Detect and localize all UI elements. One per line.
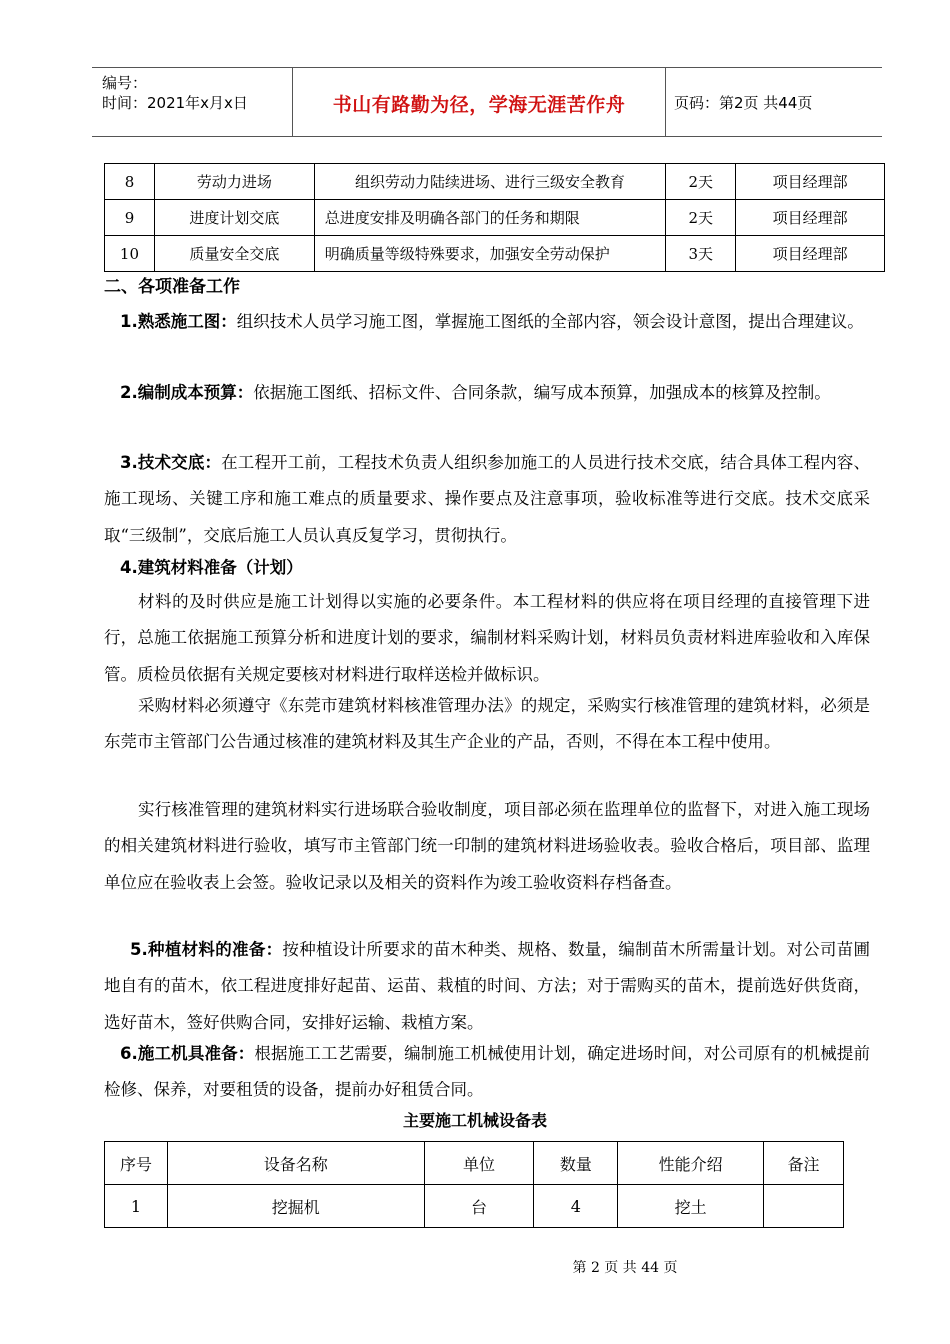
table-row (105, 200, 885, 236)
header-motto-cell (292, 68, 666, 136)
task-name: 劳动力进场 (154, 164, 314, 200)
table-row (105, 164, 885, 200)
row-number: 10 (105, 236, 155, 272)
document-time-label: 时间：2021年x月x日 (102, 94, 248, 112)
header-cell: 性能介绍 (618, 1142, 764, 1185)
paragraph-body: 根据施工工艺需要，编制施工机械使用计划，确定进场时间，对公司原有的机械提前检修、保养，对要租赁的设备，提前办好租赁合同。 (104, 1044, 871, 1100)
task-name: 质量安全交底 (154, 236, 314, 272)
paragraph-drawings (104, 304, 870, 340)
page-footer: 第 2 页 共 44 页 (572, 1260, 678, 1276)
task-description: 明确质量等级特殊要求，加强安全劳动保护 (314, 236, 666, 272)
task-description: 总进度安排及明确各部门的任务和期限 (314, 200, 666, 236)
paragraph-materials-acceptance: 实行核准管理的建筑材料实行进场联合验收制度，项目部必须在监理单位的监督下，对进入施工现场的相关建筑材料进行验收，填写市主管部门统一印制的建筑材料进场验收表。验收合格后，项目部、监理单位应在验收表上会签。验收记录以及相关的资料作为竣工验收资料存档备查。 (104, 800, 870, 892)
header-cell: 单位 (424, 1142, 534, 1185)
table-header-row (105, 1142, 844, 1185)
equipment-table (104, 1141, 844, 1228)
paragraph-cost-budget (104, 375, 870, 411)
equipment-performance: 挖土 (618, 1185, 764, 1228)
task-name: 进度计划交底 (154, 200, 314, 236)
task-department: 项目经理部 (736, 200, 885, 236)
header-motto: 书山有路勤为径，学海无涯苦作舟 (332, 94, 626, 116)
paragraph-heading: 1.熟悉施工图： (120, 312, 237, 331)
equipment-note (764, 1185, 844, 1228)
equipment-table-title: 主要施工机械设备表 (402, 1111, 547, 1130)
paragraph-materials-procurement: 采购材料必须遵守《东莞市建筑材料核准管理办法》的规定，采购实行核准管理的建筑材料，必须是东莞市主管部门公告通过核准的建筑材料及其生产企业的产品，否则，不得在本工程中使用。 (104, 696, 870, 752)
row-number: 8 (105, 164, 155, 200)
header-page-info: 页码：第2页 共44页 (674, 94, 813, 112)
paragraph-heading: 5.种植材料的准备： (130, 940, 283, 959)
paragraph-machinery (104, 1036, 870, 1109)
paragraph-heading: 3.技术交底： (120, 453, 222, 472)
row-number: 9 (105, 200, 155, 236)
subsection-heading-materials (104, 550, 870, 586)
schedule-table (104, 163, 885, 272)
paragraph-body: 组织技术人员学习施工图，掌握施工图纸的全部内容，领会设计意图，提出合理建议。 (236, 312, 864, 331)
task-duration: 3天 (666, 236, 736, 272)
paragraph-heading: 2.编制成本预算： (120, 383, 254, 402)
header-cell: 备注 (764, 1142, 844, 1185)
equipment-quantity: 4 (534, 1185, 618, 1228)
document-number-label: 编号： (102, 74, 148, 92)
header-meta (92, 68, 292, 136)
equipment-name: 挖掘机 (167, 1185, 424, 1228)
paragraph-heading: 4.建筑材料准备（计划） (120, 558, 303, 577)
header-cell: 设备名称 (167, 1142, 424, 1185)
paragraph-planting-materials (104, 932, 870, 1041)
paragraph-technical-briefing (104, 445, 870, 554)
task-duration: 2天 (666, 164, 736, 200)
paragraph-materials-supply: 材料的及时供应是施工计划得以实施的必要条件。本工程材料的供应将在项目经理的直接管理下进行，总施工依据施工预算分析和进度计划的要求，编制材料采购计划，材料员负责材料进库验收和入库保管。质检员依据有关规定要核对材料进行取样送检并做标识。 (104, 592, 870, 684)
header-cell: 数量 (534, 1142, 618, 1185)
paragraph-body: 依据施工图纸、招标文件、合同条款，编写成本预算，加强成本的核算及控制。 (253, 383, 831, 402)
task-department: 项目经理部 (736, 236, 885, 272)
equipment-unit: 台 (424, 1185, 534, 1228)
table-row (105, 1185, 844, 1228)
task-department: 项目经理部 (736, 164, 885, 200)
section-heading: 二、各项准备工作 (104, 277, 240, 297)
header-cell: 序号 (105, 1142, 168, 1185)
header-page-cell (664, 68, 882, 136)
paragraph-body: 按种植设计所要求的苗木种类、规格、数量，编制苗木所需量计划。对公司苗圃地自有的苗木，依工程进度排好起苗、运苗、栽植的时间、方法；对于需购买的苗木，提前选好供货商，选好苗木，签好供购合同，安排好运输、栽植方案。 (104, 940, 871, 1032)
task-description: 组织劳动力陆续进场、进行三级安全教育 (314, 164, 666, 200)
paragraph-body: 在工程开工前，工程技术负责人组织参加施工的人员进行技术交底，结合具体工程内容、施工现场、关键工序和施工难点的质量要求、操作要点及注意事项，验收标准等进行交底。技术交底采取“三级制”，交底后施工人员认真反复学习，贯彻执行。 (104, 453, 871, 545)
equipment-number: 1 (105, 1185, 168, 1228)
task-duration: 2天 (666, 200, 736, 236)
page-header (92, 67, 882, 137)
paragraph-heading: 6.施工机具准备： (120, 1044, 255, 1063)
table-row (105, 236, 885, 272)
